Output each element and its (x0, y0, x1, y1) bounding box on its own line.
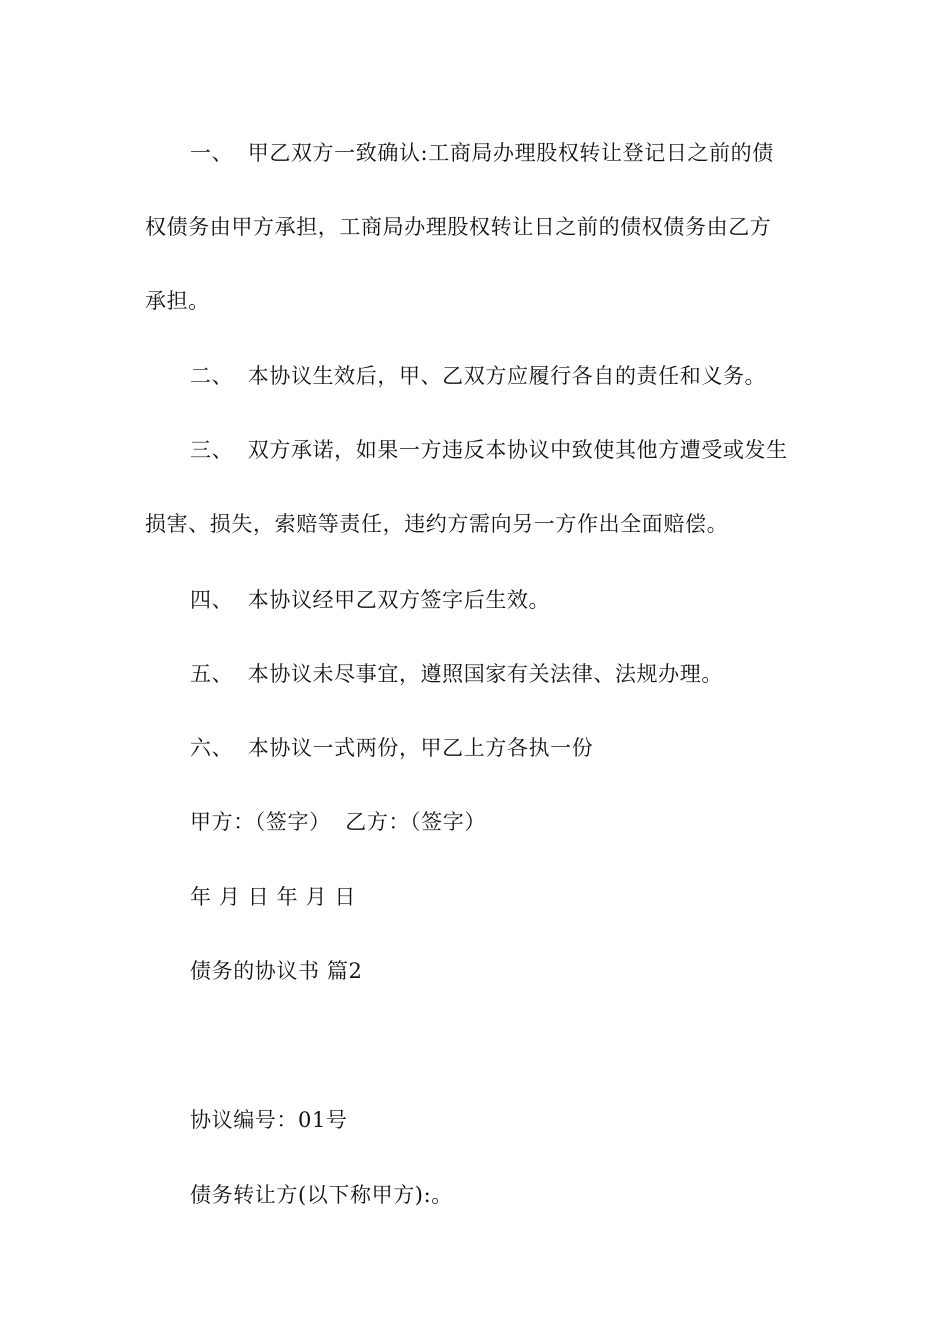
clause-1-line-3: 承担。 (145, 289, 210, 313)
date-line: 年 月 日 年 月 日 (190, 885, 356, 909)
clause-3-line-2: 损害、损失，索赔等责任，违约方需向另一方作出全面赔偿。 (145, 512, 729, 536)
clause-1-line-2: 权债务由甲方承担，工商局办理股权转让日之前的债权债务由乙方 (145, 215, 772, 239)
clause-2: 二、 本协议生效后，甲、乙双方应履行各自的责任和义务。 (190, 364, 767, 388)
clause-1-line-1: 一、 甲乙双方一致确认:工商局办理股权转让登记日之前的债 (190, 141, 774, 165)
clause-4: 四、 本协议经甲乙双方签字后生效。 (190, 588, 551, 612)
transferor-line: 债务转让方(以下称甲方):。 (190, 1183, 453, 1207)
clause-5: 五、 本协议未尽事宜，遵照国家有关法律、法规办理。 (190, 662, 723, 686)
section-title: 债务的协议书 篇2 (190, 959, 363, 983)
signature-line: 甲方：（签字） 乙方：（签字） (190, 810, 486, 834)
clause-6: 六、 本协议一式两份，甲乙上方各执一份 (190, 736, 594, 760)
agreement-number: 协议编号：01号 (190, 1108, 348, 1132)
clause-3-line-1: 三、 双方承诺，如果一方违反本协议中致使其他方遭受或发生 (190, 438, 788, 462)
